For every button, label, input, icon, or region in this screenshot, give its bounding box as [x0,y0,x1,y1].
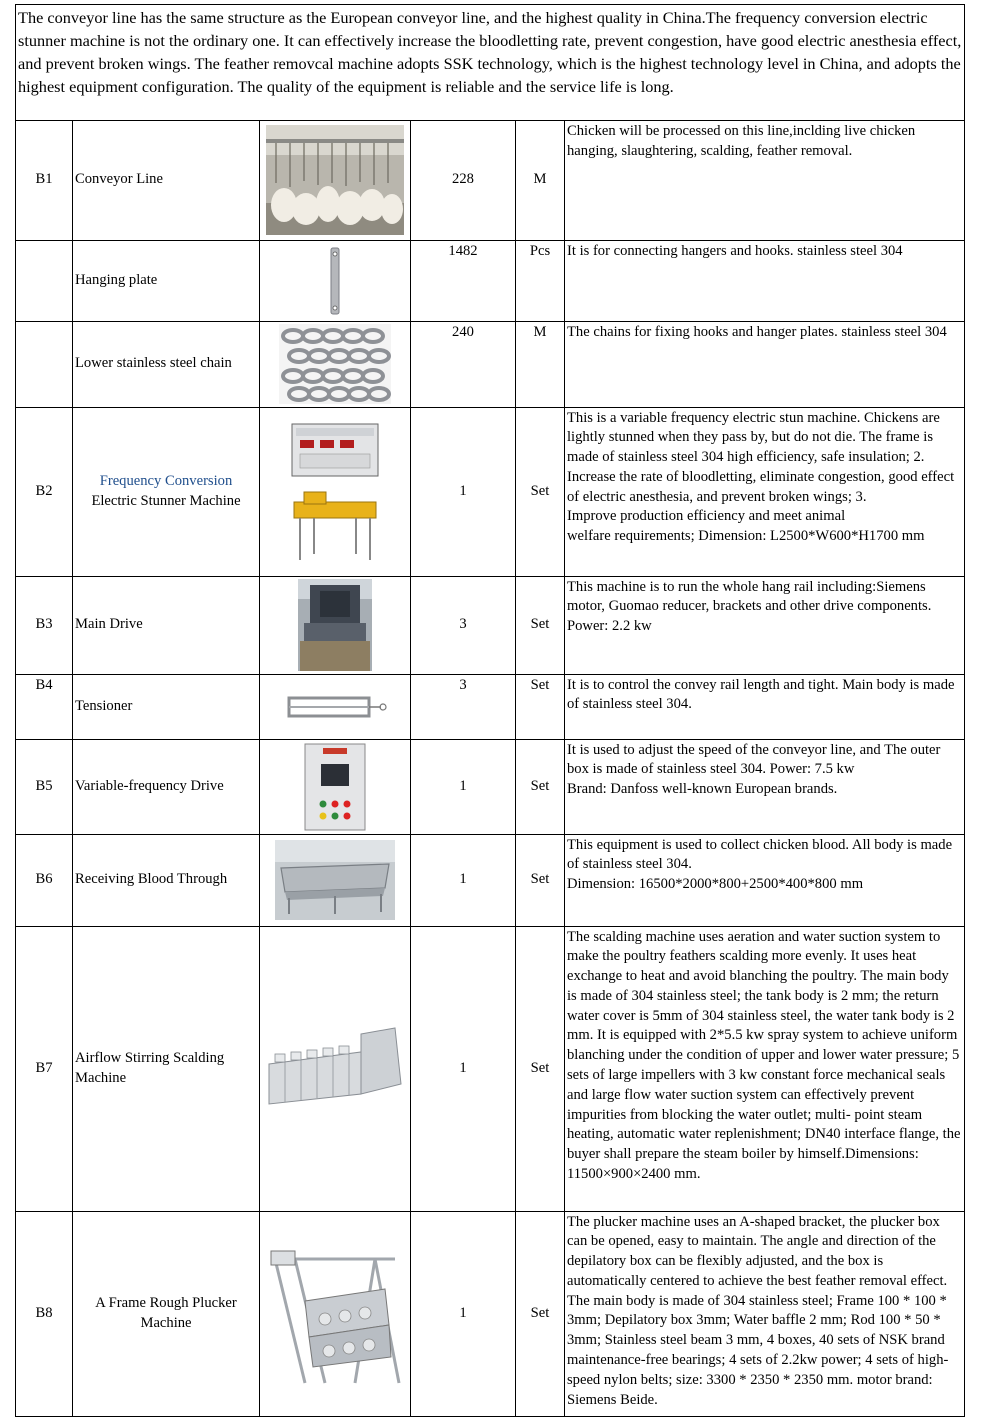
item-name: Lower stainless steel chain [73,321,260,407]
description-line: Improve production efficiency and meet animal [567,508,846,525]
table-row [16,576,964,674]
table-row [16,1211,964,1416]
blood-trough-photo [260,834,411,926]
item-code: B8 [16,1211,73,1416]
item-description [565,834,965,926]
item-unit: M [516,321,565,407]
item-quantity: 1482 [411,240,516,321]
item-unit: Set [516,576,565,674]
description-line: Dimension: 16500*2000*800+2500*400*800 mm [567,876,864,893]
item-code: B7 [16,926,73,1211]
item-code: B5 [16,739,73,834]
item-quantity: 1 [411,926,516,1211]
item-code: B2 [16,407,73,576]
item-name-line2: Electric Stunner Machine [91,492,241,509]
item-code: B6 [16,834,73,926]
item-description: Chicken will be processed on this line,inclding live chicken hanging, slaughtering, scalding, feather removal. [565,121,965,240]
item-quantity: 1 [411,1211,516,1416]
item-unit: Set [516,926,565,1211]
hanging-plate-photo [260,240,411,321]
item-code: B3 [16,576,73,674]
item-description: It is to control the convey rail length and tight. Main body is made of stainless steel 304. [565,674,965,739]
item-name: Variable-frequency Drive [73,739,260,834]
item-quantity: 1 [411,739,516,834]
description-line: welfare requirements; Dimension: L2500*W600*H1700 mm [567,528,925,545]
item-name [73,407,260,576]
item-name: Tensioner [73,674,260,739]
item-name: Receiving Blood Through [73,834,260,926]
item-code: B4 [16,674,73,739]
item-name-line1: Frequency Conversion [99,472,233,489]
item-description: This machine is to run the whole hang rail including:Siemens motor, Guomao reducer, brackets and other drive components. Power: 2.2 kw [565,576,965,674]
item-name: A Frame Rough Plucker Machine [73,1211,260,1416]
plucker-machine-photo [260,1211,411,1416]
item-description: It is for connecting hangers and hooks. stainless steel 304 [565,240,965,321]
table-row [16,739,964,834]
item-quantity: 3 [411,576,516,674]
item-name: Hanging plate [73,240,260,321]
stunner-machine-photo [260,407,411,576]
item-name: Airflow Stirring Scalding Machine [73,926,260,1211]
item-code [16,240,73,321]
table-row [16,321,964,407]
description-line: This equipment is used to collect chicken blood. All body is made of stainless steel 304. [567,836,953,873]
description-line: This is a variable frequency electric stun machine. Chickens are lightly stunned when they pass by, but do not die. The frame is made of stainless steel 304 high efficiency, safe insulation; 2. Increase the rate of bloodletting, eliminate congestion, good effect of electric anesthesia, and prevent broken wings; 3. [567,409,955,505]
item-code: B1 [16,121,73,240]
item-description: The scalding machine uses aeration and water suction system to make the poultry feathers scalding more evenly. It uses heat exchange to heat and avoid blanching the poultry. The main body is made of 304 stainless steel; the tank body is 2 mm; the return water cover is 5mm of 304 stainless steel, the water tank body is 2 mm. It is equipped with 2*5.5 kw spray system to achieve uniform blanching under the condition of upper and lower water pressure; 5 sets of large impellers with 3 kw constant force mechanical seals and large flow water suction system can effectively prevent impurities from blocking the water outlet; multi- point steam heating, automatic water replenishment; DN40 interface flange, the buyer shall prepare the steam boiler by himself.Dimensions: 11500×900×2400 mm. [565,926,965,1211]
item-quantity: 1 [411,834,516,926]
item-quantity: 1 [411,407,516,576]
description-line: It is used to adjust the speed of the conveyor line, and The outer box is made of stainless steel 304. Power: 7.5 kw [567,741,941,778]
item-unit: Set [516,834,565,926]
item-description [565,407,965,576]
conveyor-line-photo [260,121,411,240]
item-code [16,321,73,407]
item-name: Main Drive [73,576,260,674]
item-unit: Set [516,674,565,739]
item-description: The chains for fixing hooks and hanger plates. stainless steel 304 [565,321,965,407]
table-row [16,121,964,240]
table-row [16,834,964,926]
item-name: Conveyor Line [73,121,260,240]
table-row [16,674,964,739]
item-unit: Set [516,407,565,576]
table-row [16,926,964,1211]
table-row [16,407,964,576]
description-line: Brand: Danfoss well-known European brands. [567,781,838,798]
item-quantity: 228 [411,121,516,240]
item-description [565,739,965,834]
item-unit: Set [516,739,565,834]
steel-chain-photo [260,321,411,407]
vfd-cabinet-photo [260,739,411,834]
table-row [16,240,964,321]
intro-paragraph: The conveyor line has the same structure as the European conveyor line, and the highest quality in China.The frequency conversion electric stunner machine is not the ordinary one. It can effectively increase the bloodletting rate, prevent congestion, have good electric anesthesia effect, and prevent broken wings. The feather removcal machine adopts SSK technology, which is the highest technology level in China, and adopts the highest equipment configuration. The quality of the equipment is reliable and the service life is long. [16,5,964,121]
item-unit: M [516,121,565,240]
item-unit: Pcs [516,240,565,321]
item-unit: Set [516,1211,565,1416]
item-description: The plucker machine uses an A-shaped bracket, the plucker box can be opened, easy to maintain. The angle and direction of the depilatory box can be flexibly adjusted, and the box is automatically centered to achieve the best feather removal effect. The main body is made of 304 stainless steel; Frame 100 * 100 * 3mm; Depilatory box 3mm; Water baffle 2 mm; Rod 100 * 50 * 3mm; Stainless steel beam 3 mm, 4 boxes, 40 sets of NSK brand maintenance-free bearings; 4 sets of 2.2kw power; 4 sets of high-speed nylon belts; size: 3300 * 2350 * 2350 mm. motor brand: Siemens Beide. [565,1211,965,1416]
scalding-machine-photo [260,926,411,1211]
tensioner-photo [260,674,411,739]
equipment-table [16,121,964,1416]
item-quantity: 240 [411,321,516,407]
item-quantity: 3 [411,674,516,739]
spec-document [15,4,965,1417]
main-drive-photo [260,576,411,674]
